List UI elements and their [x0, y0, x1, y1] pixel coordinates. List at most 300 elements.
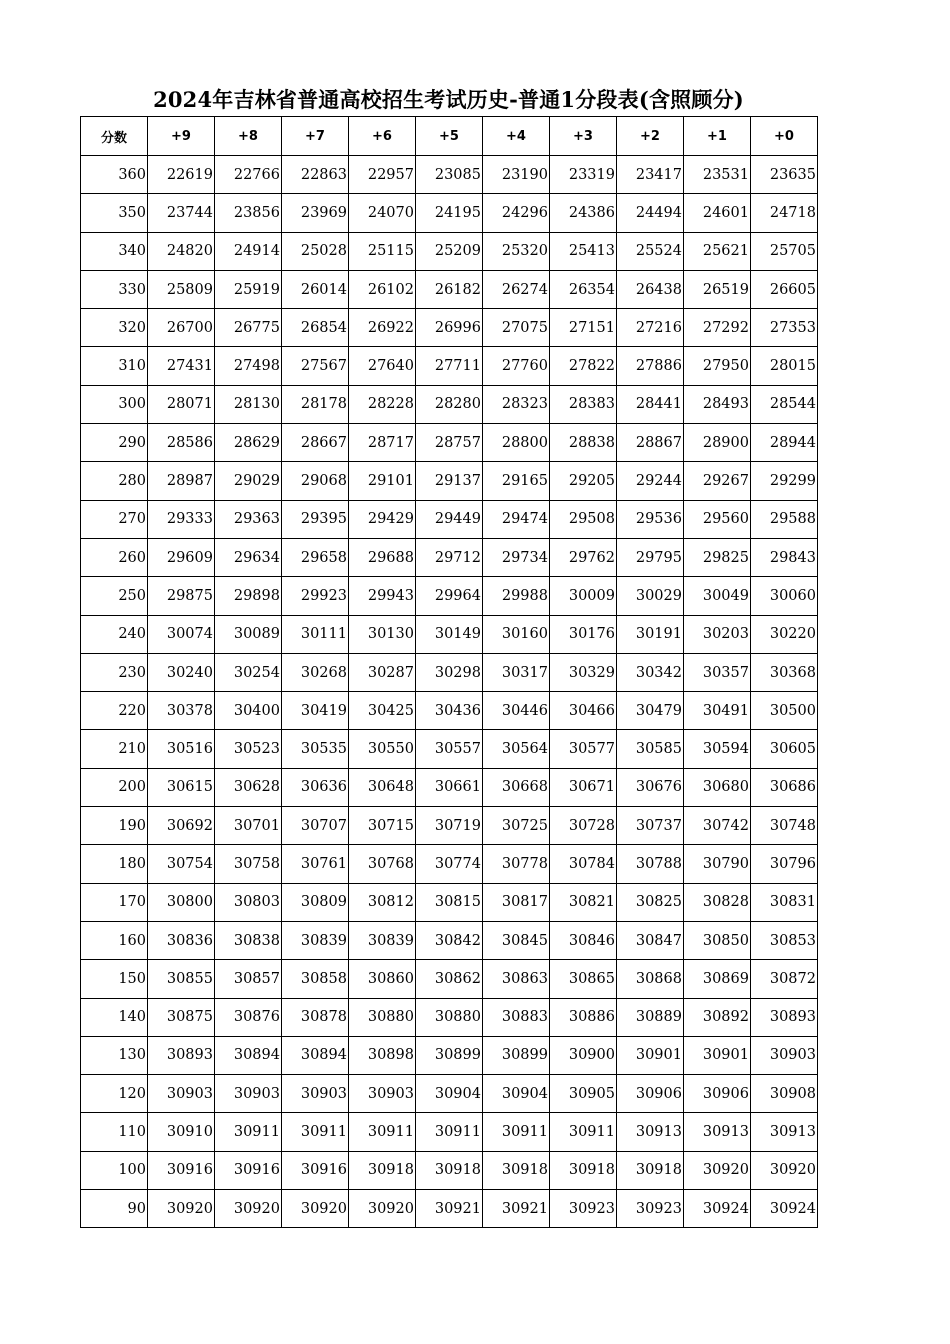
count-cell: 30910 [148, 1113, 215, 1151]
table-header [81, 117, 818, 156]
table-row [81, 424, 818, 462]
count-cell: 30901 [684, 1036, 751, 1074]
count-cell: 26922 [349, 309, 416, 347]
count-cell: 29165 [483, 462, 550, 500]
count-cell: 25115 [349, 232, 416, 270]
count-cell: 28867 [617, 424, 684, 462]
count-cell: 26274 [483, 270, 550, 308]
count-cell: 30913 [751, 1113, 818, 1151]
count-cell: 30680 [684, 768, 751, 806]
count-cell: 27075 [483, 309, 550, 347]
count-cell: 29988 [483, 577, 550, 615]
score-cell: 270 [81, 500, 148, 538]
column-header-offset: +0 [751, 117, 818, 156]
count-cell: 22766 [215, 156, 282, 194]
count-cell: 29795 [617, 538, 684, 576]
count-cell: 30876 [215, 998, 282, 1036]
count-cell: 25621 [684, 232, 751, 270]
score-cell: 190 [81, 807, 148, 845]
count-cell: 30847 [617, 921, 684, 959]
column-header-offset: +4 [483, 117, 550, 156]
count-cell: 29560 [684, 500, 751, 538]
header-row [81, 117, 818, 156]
count-cell: 23319 [550, 156, 617, 194]
count-cell: 30790 [684, 845, 751, 883]
count-cell: 29943 [349, 577, 416, 615]
count-cell: 28493 [684, 385, 751, 423]
count-cell: 28838 [550, 424, 617, 462]
count-cell: 24820 [148, 232, 215, 270]
count-cell: 30788 [617, 845, 684, 883]
count-cell: 29299 [751, 462, 818, 500]
count-cell: 30908 [751, 1075, 818, 1113]
count-cell: 30920 [349, 1190, 416, 1228]
count-cell: 26700 [148, 309, 215, 347]
table-row [81, 807, 818, 845]
count-cell: 30899 [416, 1036, 483, 1074]
count-cell: 27292 [684, 309, 751, 347]
count-cell: 30923 [550, 1190, 617, 1228]
count-cell: 30636 [282, 768, 349, 806]
count-cell: 28130 [215, 385, 282, 423]
count-cell: 27151 [550, 309, 617, 347]
count-cell: 30605 [751, 730, 818, 768]
table-row [81, 577, 818, 615]
count-cell: 30500 [751, 692, 818, 730]
count-cell: 30585 [617, 730, 684, 768]
count-cell: 30049 [684, 577, 751, 615]
count-cell: 28586 [148, 424, 215, 462]
count-cell: 24718 [751, 194, 818, 232]
count-cell: 22863 [282, 156, 349, 194]
count-cell: 29609 [148, 538, 215, 576]
score-cell: 170 [81, 883, 148, 921]
score-cell: 280 [81, 462, 148, 500]
count-cell: 23744 [148, 194, 215, 232]
table-row [81, 156, 818, 194]
count-cell: 30916 [215, 1151, 282, 1189]
count-cell: 30268 [282, 653, 349, 691]
table-row [81, 385, 818, 423]
count-cell: 30918 [349, 1151, 416, 1189]
count-cell: 30111 [282, 615, 349, 653]
count-cell: 30918 [550, 1151, 617, 1189]
table-row [81, 998, 818, 1036]
count-cell: 30831 [751, 883, 818, 921]
count-cell: 30728 [550, 807, 617, 845]
score-cell: 150 [81, 960, 148, 998]
count-cell: 30594 [684, 730, 751, 768]
count-cell: 30920 [215, 1190, 282, 1228]
count-cell: 30869 [684, 960, 751, 998]
count-cell: 30176 [550, 615, 617, 653]
count-cell: 30920 [751, 1151, 818, 1189]
count-cell: 30846 [550, 921, 617, 959]
count-cell: 22619 [148, 156, 215, 194]
count-cell: 30668 [483, 768, 550, 806]
count-cell: 30686 [751, 768, 818, 806]
count-cell: 26438 [617, 270, 684, 308]
count-cell: 26996 [416, 309, 483, 347]
count-cell: 30357 [684, 653, 751, 691]
count-cell: 27498 [215, 347, 282, 385]
count-cell: 30916 [282, 1151, 349, 1189]
count-cell: 27711 [416, 347, 483, 385]
score-cell: 210 [81, 730, 148, 768]
count-cell: 30203 [684, 615, 751, 653]
count-cell: 23856 [215, 194, 282, 232]
score-cell: 240 [81, 615, 148, 653]
count-cell: 30149 [416, 615, 483, 653]
count-cell: 29101 [349, 462, 416, 500]
table-body [81, 156, 818, 1228]
score-table [80, 116, 818, 1228]
count-cell: 26182 [416, 270, 483, 308]
count-cell: 30906 [684, 1075, 751, 1113]
count-cell: 23190 [483, 156, 550, 194]
count-cell: 30850 [684, 921, 751, 959]
column-header-offset: +1 [684, 117, 751, 156]
count-cell: 29363 [215, 500, 282, 538]
count-cell: 30913 [684, 1113, 751, 1151]
count-cell: 30863 [483, 960, 550, 998]
count-cell: 30317 [483, 653, 550, 691]
count-cell: 30671 [550, 768, 617, 806]
count-cell: 30676 [617, 768, 684, 806]
score-cell: 310 [81, 347, 148, 385]
count-cell: 30628 [215, 768, 282, 806]
count-cell: 30905 [550, 1075, 617, 1113]
count-cell: 30523 [215, 730, 282, 768]
table-row [81, 500, 818, 538]
count-cell: 30074 [148, 615, 215, 653]
count-cell: 26854 [282, 309, 349, 347]
count-cell: 29395 [282, 500, 349, 538]
count-cell: 30828 [684, 883, 751, 921]
score-cell: 260 [81, 538, 148, 576]
count-cell: 27353 [751, 309, 818, 347]
score-cell: 250 [81, 577, 148, 615]
count-cell: 28900 [684, 424, 751, 462]
count-cell: 28717 [349, 424, 416, 462]
count-cell: 29029 [215, 462, 282, 500]
count-cell: 29898 [215, 577, 282, 615]
count-cell: 27760 [483, 347, 550, 385]
count-cell: 29333 [148, 500, 215, 538]
count-cell: 30060 [751, 577, 818, 615]
count-cell: 30220 [751, 615, 818, 653]
count-cell: 30894 [282, 1036, 349, 1074]
count-cell: 30911 [483, 1113, 550, 1151]
count-cell: 30920 [684, 1151, 751, 1189]
count-cell: 30479 [617, 692, 684, 730]
count-cell: 30715 [349, 807, 416, 845]
count-cell: 30838 [215, 921, 282, 959]
count-cell: 30774 [416, 845, 483, 883]
count-cell: 30029 [617, 577, 684, 615]
count-cell: 24914 [215, 232, 282, 270]
count-cell: 30719 [416, 807, 483, 845]
count-cell: 25413 [550, 232, 617, 270]
count-cell: 30920 [282, 1190, 349, 1228]
count-cell: 30836 [148, 921, 215, 959]
count-cell: 29843 [751, 538, 818, 576]
count-cell: 30089 [215, 615, 282, 653]
count-cell: 29964 [416, 577, 483, 615]
count-cell: 28757 [416, 424, 483, 462]
count-cell: 29825 [684, 538, 751, 576]
table-row [81, 615, 818, 653]
count-cell: 28987 [148, 462, 215, 500]
count-cell: 30778 [483, 845, 550, 883]
count-cell: 22957 [349, 156, 416, 194]
count-cell: 30904 [483, 1075, 550, 1113]
count-cell: 30903 [349, 1075, 416, 1113]
count-cell: 30648 [349, 768, 416, 806]
count-cell: 30821 [550, 883, 617, 921]
count-cell: 30784 [550, 845, 617, 883]
score-cell: 180 [81, 845, 148, 883]
count-cell: 30868 [617, 960, 684, 998]
count-cell: 30803 [215, 883, 282, 921]
count-cell: 30883 [483, 998, 550, 1036]
count-cell: 30860 [349, 960, 416, 998]
count-cell: 28323 [483, 385, 550, 423]
count-cell: 30817 [483, 883, 550, 921]
count-cell: 30298 [416, 653, 483, 691]
count-cell: 29875 [148, 577, 215, 615]
count-cell: 30615 [148, 768, 215, 806]
count-cell: 23969 [282, 194, 349, 232]
count-cell: 30329 [550, 653, 617, 691]
count-cell: 30661 [416, 768, 483, 806]
count-cell: 30918 [416, 1151, 483, 1189]
count-cell: 28015 [751, 347, 818, 385]
count-cell: 29449 [416, 500, 483, 538]
count-cell: 30913 [617, 1113, 684, 1151]
count-cell: 30845 [483, 921, 550, 959]
count-cell: 25209 [416, 232, 483, 270]
table-row [81, 960, 818, 998]
count-cell: 28944 [751, 424, 818, 462]
column-header-offset: +3 [550, 117, 617, 156]
count-cell: 28441 [617, 385, 684, 423]
count-cell: 28383 [550, 385, 617, 423]
count-cell: 30923 [617, 1190, 684, 1228]
count-cell: 25028 [282, 232, 349, 270]
count-cell: 30880 [416, 998, 483, 1036]
count-cell: 29137 [416, 462, 483, 500]
score-cell: 160 [81, 921, 148, 959]
count-cell: 30446 [483, 692, 550, 730]
count-cell: 23531 [684, 156, 751, 194]
count-cell: 29688 [349, 538, 416, 576]
table-row [81, 232, 818, 270]
table-row [81, 270, 818, 308]
count-cell: 30254 [215, 653, 282, 691]
count-cell: 30921 [416, 1190, 483, 1228]
count-cell: 30886 [550, 998, 617, 1036]
score-cell: 340 [81, 232, 148, 270]
score-cell: 290 [81, 424, 148, 462]
count-cell: 26605 [751, 270, 818, 308]
count-cell: 30535 [282, 730, 349, 768]
score-cell: 140 [81, 998, 148, 1036]
score-cell: 120 [81, 1075, 148, 1113]
count-cell: 29068 [282, 462, 349, 500]
count-cell: 26354 [550, 270, 617, 308]
count-cell: 30916 [148, 1151, 215, 1189]
count-cell: 30191 [617, 615, 684, 653]
count-cell: 30758 [215, 845, 282, 883]
count-cell: 23417 [617, 156, 684, 194]
table-row [81, 1190, 818, 1228]
column-header-offset: +7 [282, 117, 349, 156]
table-row [81, 538, 818, 576]
count-cell: 24296 [483, 194, 550, 232]
count-cell: 28629 [215, 424, 282, 462]
count-cell: 30899 [483, 1036, 550, 1074]
count-cell: 30701 [215, 807, 282, 845]
count-cell: 30906 [617, 1075, 684, 1113]
count-cell: 30419 [282, 692, 349, 730]
table-row [81, 194, 818, 232]
count-cell: 29588 [751, 500, 818, 538]
count-cell: 29474 [483, 500, 550, 538]
count-cell: 26014 [282, 270, 349, 308]
count-cell: 27431 [148, 347, 215, 385]
count-cell: 27886 [617, 347, 684, 385]
score-cell: 90 [81, 1190, 148, 1228]
count-cell: 30768 [349, 845, 416, 883]
count-cell: 29267 [684, 462, 751, 500]
count-cell: 30878 [282, 998, 349, 1036]
score-cell: 100 [81, 1151, 148, 1189]
count-cell: 30809 [282, 883, 349, 921]
count-cell: 30130 [349, 615, 416, 653]
count-cell: 26775 [215, 309, 282, 347]
score-cell: 130 [81, 1036, 148, 1074]
count-cell: 30900 [550, 1036, 617, 1074]
column-header-offset: +6 [349, 117, 416, 156]
count-cell: 30911 [416, 1113, 483, 1151]
column-header-score: 分数 [81, 117, 148, 156]
count-cell: 30466 [550, 692, 617, 730]
count-cell: 30920 [148, 1190, 215, 1228]
count-cell: 30748 [751, 807, 818, 845]
count-cell: 30761 [282, 845, 349, 883]
count-cell: 29923 [282, 577, 349, 615]
column-header-offset: +2 [617, 117, 684, 156]
count-cell: 26519 [684, 270, 751, 308]
table-row [81, 921, 818, 959]
count-cell: 30557 [416, 730, 483, 768]
count-cell: 28800 [483, 424, 550, 462]
count-cell: 30368 [751, 653, 818, 691]
count-cell: 30516 [148, 730, 215, 768]
score-cell: 230 [81, 653, 148, 691]
count-cell: 30550 [349, 730, 416, 768]
count-cell: 30911 [282, 1113, 349, 1151]
column-header-offset: +8 [215, 117, 282, 156]
count-cell: 29734 [483, 538, 550, 576]
count-cell: 27567 [282, 347, 349, 385]
table-row [81, 692, 818, 730]
table-row [81, 730, 818, 768]
count-cell: 30911 [349, 1113, 416, 1151]
count-cell: 30865 [550, 960, 617, 998]
count-cell: 30893 [751, 998, 818, 1036]
count-cell: 30825 [617, 883, 684, 921]
table-row [81, 1075, 818, 1113]
count-cell: 29205 [550, 462, 617, 500]
count-cell: 30924 [751, 1190, 818, 1228]
count-cell: 30240 [148, 653, 215, 691]
column-header-offset: +5 [416, 117, 483, 156]
count-cell: 30800 [148, 883, 215, 921]
count-cell: 30903 [215, 1075, 282, 1113]
count-cell: 30725 [483, 807, 550, 845]
count-cell: 30287 [349, 653, 416, 691]
count-cell: 30853 [751, 921, 818, 959]
count-cell: 30707 [282, 807, 349, 845]
count-cell: 24070 [349, 194, 416, 232]
count-cell: 30872 [751, 960, 818, 998]
count-cell: 24494 [617, 194, 684, 232]
table-row [81, 309, 818, 347]
count-cell: 30009 [550, 577, 617, 615]
score-cell: 330 [81, 270, 148, 308]
count-cell: 29634 [215, 538, 282, 576]
count-cell: 30901 [617, 1036, 684, 1074]
column-header-offset: +9 [148, 117, 215, 156]
count-cell: 30737 [617, 807, 684, 845]
count-cell: 24601 [684, 194, 751, 232]
count-cell: 26102 [349, 270, 416, 308]
count-cell: 27640 [349, 347, 416, 385]
count-cell: 30903 [751, 1036, 818, 1074]
table-row [81, 1113, 818, 1151]
count-cell: 30862 [416, 960, 483, 998]
count-cell: 30491 [684, 692, 751, 730]
count-cell: 30903 [148, 1075, 215, 1113]
count-cell: 29658 [282, 538, 349, 576]
count-cell: 30342 [617, 653, 684, 691]
count-cell: 25809 [148, 270, 215, 308]
count-cell: 30898 [349, 1036, 416, 1074]
count-cell: 30918 [483, 1151, 550, 1189]
count-cell: 28280 [416, 385, 483, 423]
count-cell: 30436 [416, 692, 483, 730]
count-cell: 29762 [550, 538, 617, 576]
page-title: 2024年吉林省普通高校招生考试历史-普通1分段表(含照顾分) [153, 87, 744, 112]
count-cell: 28667 [282, 424, 349, 462]
count-cell: 30880 [349, 998, 416, 1036]
count-cell: 30796 [751, 845, 818, 883]
count-cell: 29244 [617, 462, 684, 500]
count-cell: 30911 [215, 1113, 282, 1151]
count-cell: 23635 [751, 156, 818, 194]
count-cell: 29712 [416, 538, 483, 576]
table-row [81, 653, 818, 691]
count-cell: 30918 [617, 1151, 684, 1189]
count-cell: 30815 [416, 883, 483, 921]
table-row [81, 347, 818, 385]
count-cell: 28178 [282, 385, 349, 423]
count-cell: 30892 [684, 998, 751, 1036]
count-cell: 29429 [349, 500, 416, 538]
count-cell: 24195 [416, 194, 483, 232]
